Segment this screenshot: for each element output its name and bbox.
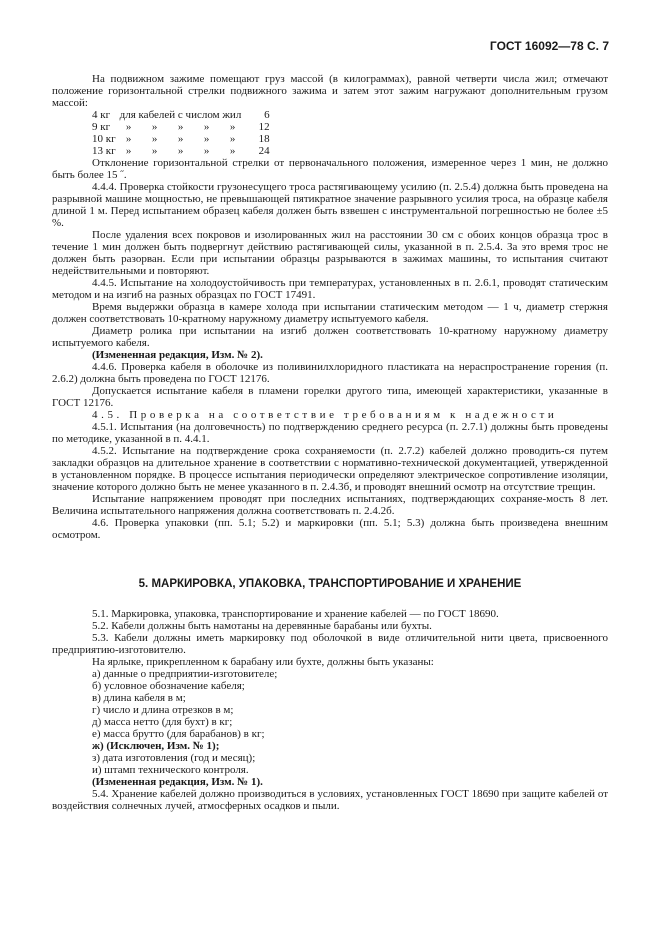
paragraph-5-2: 5.2. Кабели должны быть намотаны на деревянные барабаны или бухты. xyxy=(92,620,432,632)
paragraph-5-1: 5.1. Маркировка, упаковка, транспортирование и хранение кабелей — по ГОСТ 18690. xyxy=(92,608,499,620)
weights-row xyxy=(92,145,270,157)
weight-mass: 10 кг xyxy=(92,133,116,145)
weight-text: для кабелей с числом жил xyxy=(119,109,242,121)
page-body xyxy=(52,73,608,812)
ditto-mark: » xyxy=(151,121,158,133)
weight-value: 6 xyxy=(264,109,270,121)
weights-table xyxy=(92,109,270,157)
list-item: в) длина кабеля в м; xyxy=(92,692,186,704)
paragraph-intro: На подвижном зажиме помещают груз массой (в килограммах), равной четверти числа жил; отмечают положение горизонтальной стрелки подвижного зажима и затем этот зажим нагружают дополнительным грузом массой: xyxy=(52,73,608,109)
paragraph-4-4-4: 4.4.4. Проверка стойкости грузонесущего троса растягивающему усилию (п. 2.5.4) должна быть проведена на разрывной машине мощностью, не превышающей пятикратное значение разрывного усилия троса, на образце кабеля длиной 1 м. Перед испытанием образец кабеля должен быть взвешен с инструментальной погрешностью не более ±5 %. xyxy=(52,181,608,229)
weight-value: 24 xyxy=(258,145,270,157)
ditto-mark: » xyxy=(203,133,210,145)
paragraph-5-3: 5.3. Кабели должны иметь маркировку под оболочкой в виде отличительной нити цвета, присвоенного предприятию-изготовителю. xyxy=(52,632,608,656)
ditto-mark: » xyxy=(151,145,158,157)
list-item: е) масса брутто (для барабанов) в кг; xyxy=(92,728,265,740)
ditto-mark: » xyxy=(229,133,236,145)
ditto-mark: » xyxy=(151,133,158,145)
list-item: и) штамп технического контроля. xyxy=(92,764,249,776)
weight-mass: 9 кг xyxy=(92,121,111,133)
ditto-mark: » xyxy=(229,121,236,133)
list-item: б) условное обозначение кабеля; xyxy=(92,680,245,692)
list-item: а) данные о предприятии-изготовителе; xyxy=(92,668,278,680)
ditto-mark: » xyxy=(203,145,210,157)
revision-note-2: (Измененная редакция, Изм. № 2). xyxy=(92,349,263,361)
ditto-mark: » xyxy=(229,145,236,157)
ditto-mark: » xyxy=(125,121,132,133)
paragraph-4-5-2: 4.5.2. Испытание на подтверждение срока сохраняемости (п. 2.7.2) кабелей должно проводить-ся путем закладки образцов на длительное хранение в соответствии с нормативно-технической документацией, утвержденной в установленном порядке. В процессе испытания периодически определяют электрическое сопротивление изоляции, значение которого должно быть не менее указанного в п. 2.4.3б, и проводят внешний осмотр на отсутствие трещин. xyxy=(52,445,608,493)
paragraph-4-5-2-b: Испытание напряжением проводят при последних испытаниях, подтверждающих сохраняе-мость 8 лет. Величина испытательного напряжения должна соответствовать п. 2.4.2б. xyxy=(52,493,608,517)
list-item: г) число и длина отрезков в м; xyxy=(92,704,234,716)
paragraph-4-4-5: 4.4.5. Испытание на холодоустойчивость при температурах, установленных в п. 2.6.1, проводят статическим методом и на изгиб на разных образцах по ГОСТ 17491. xyxy=(52,277,608,301)
weights-row xyxy=(92,121,270,133)
weights-row xyxy=(92,133,270,145)
list-item: д) масса нетто (для бухт) в кг; xyxy=(92,716,233,728)
ditto-mark: » xyxy=(203,121,210,133)
weights-row xyxy=(92,109,270,121)
paragraph-4-4-6-b: Допускается испытание кабеля в пламени горелки другого типа, имеющей характеристики, указанные в ГОСТ 12176. xyxy=(52,385,608,409)
section-5-title: 5. МАРКИРОВКА, УПАКОВКА, ТРАНСПОРТИРОВАНИЕ И ХРАНЕНИЕ xyxy=(138,578,522,590)
paragraph-4-4-4-b: После удаления всех покровов и изолированных жил на расстоянии 30 см с обоих концов образца трос в течение 1 мин должен быть подвергнут действию растягивающей силы, указанной в п. 2.5.4. За это время трос не должен быть разорван. Если при испытании образцы разрываются в зажимах машины, то испытания считают недействительными и повторяют. xyxy=(52,229,608,277)
paragraph-4-4-5-c: Диаметр ролика при испытании на изгиб должен соответствовать 10-кратному наружному диаметру испытуемого кабеля. xyxy=(52,325,608,349)
ditto-mark: » xyxy=(125,145,132,157)
ditto-mark: » xyxy=(177,121,184,133)
paragraph-5-4: 5.4. Хранение кабелей должно производиться в условиях, установленных ГОСТ 18690 при защите кабелей от воздействия солнечных лучей, атмосферных осадков и пыли. xyxy=(52,788,608,812)
paragraph-4-5-heading: 4.5. Проверка на соответствие требованиям к надежности xyxy=(92,409,558,421)
paragraph-4-4-5-b: Время выдержки образца в камере холода при испытании статическим методом — 1 ч, диаметр стержня должен соответствовать 10-кратному наружному диаметру испытуемого кабеля. xyxy=(52,301,608,325)
ditto-mark: » xyxy=(177,145,184,157)
weight-value: 18 xyxy=(258,133,270,145)
ditto-mark: » xyxy=(125,133,132,145)
weight-value: 12 xyxy=(258,121,270,133)
paragraph-label-list-intro: На ярлыке, прикрепленном к барабану или бухте, должны быть указаны: xyxy=(92,656,434,668)
ditto-mark: » xyxy=(177,133,184,145)
paragraph-deviation: Отклонение горизонтальной стрелки от первоначального положения, измеренное через 1 мин, не должно быть более 15 ˝. xyxy=(52,157,608,181)
revision-note-1: (Измененная редакция, Изм. № 1). xyxy=(92,776,263,788)
list-item: з) дата изготовления (год и месяц); xyxy=(92,752,256,764)
paragraph-4-5-1: 4.5.1. Испытания (на долговечность) по подтверждению среднего ресурса (п. 2.7.1) должны быть проведены по методике, указанной в п. 4.4.1. xyxy=(52,421,608,445)
weight-mass: 4 кг xyxy=(92,109,111,121)
weight-mass: 13 кг xyxy=(92,145,116,157)
paragraph-4-6: 4.6. Проверка упаковки (пп. 5.1; 5.2) и маркировки (пп. 5.1; 5.3) должна быть произведена внешним осмотром. xyxy=(52,517,608,541)
page-header: ГОСТ 16092—78 С. 7 xyxy=(489,39,609,53)
paragraph-4-4-6: 4.4.6. Проверка кабеля в оболочке из поливинилхлоридного пластиката на нераспространение горения (п. 2.6.2) должна быть проведена по ГОСТ 12176. xyxy=(52,361,608,385)
list-item-excluded: ж) (Исключен, Изм. № 1); xyxy=(92,740,220,752)
